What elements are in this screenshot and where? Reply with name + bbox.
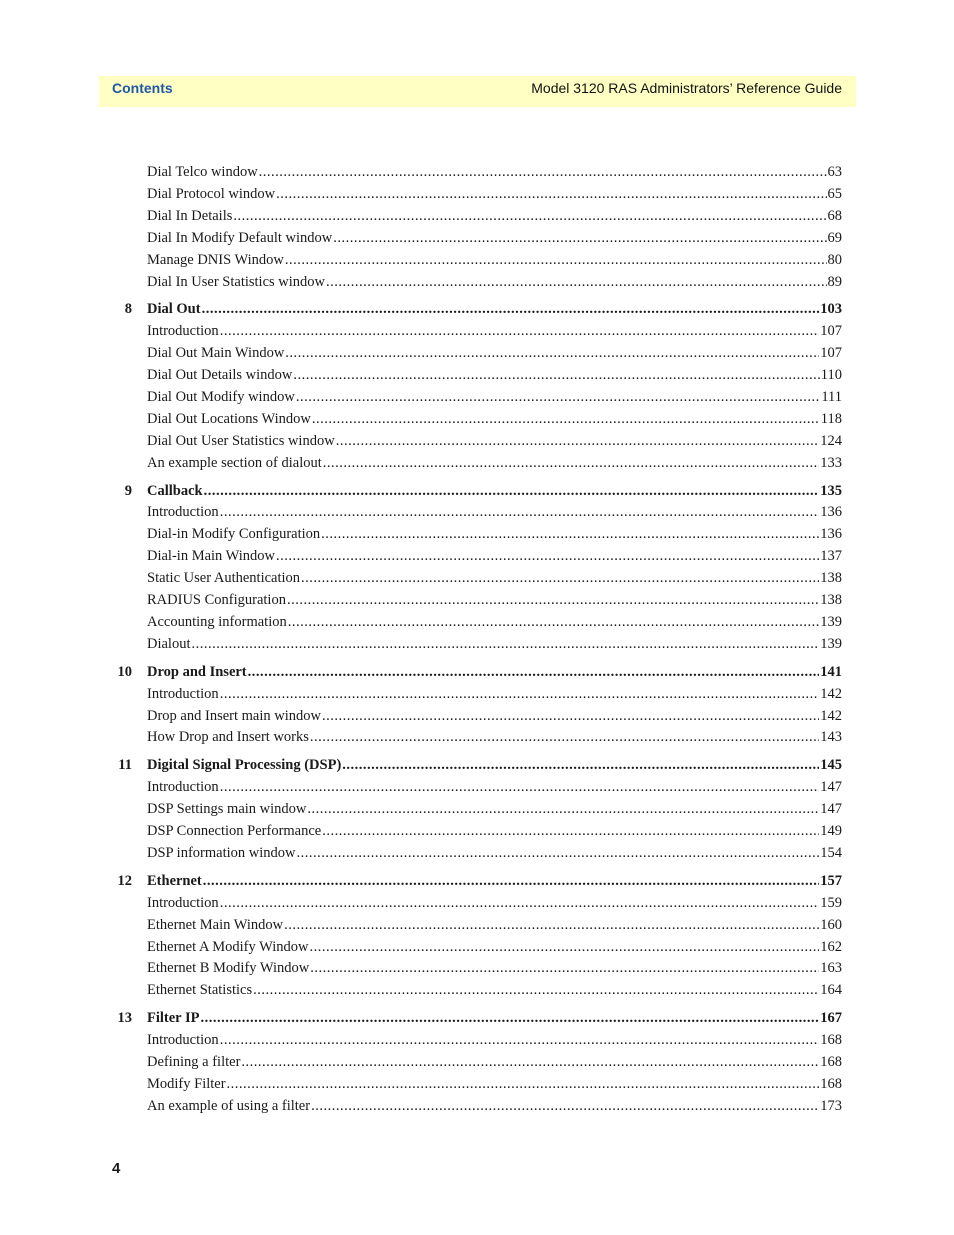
dot-leader — [227, 1075, 820, 1094]
dot-leader — [296, 388, 821, 407]
toc-entry-label: DSP information window — [147, 845, 296, 861]
page-number: 4 — [112, 1160, 121, 1177]
dot-leader — [220, 322, 820, 341]
dot-leader — [326, 273, 826, 292]
dot-leader — [311, 1097, 819, 1116]
toc-entry-label: Dial Protocol window — [147, 186, 276, 202]
dot-leader — [200, 1009, 819, 1028]
toc-entry-label: Callback — [147, 483, 203, 499]
toc-entry[interactable] — [147, 981, 842, 1000]
dot-leader — [192, 635, 820, 654]
dot-leader — [284, 916, 819, 935]
toc-entry-label: Introduction — [147, 1032, 219, 1048]
toc-entry-label: Modify Filter — [147, 1076, 226, 1092]
header-guide-title: Model 3120 RAS Administrators’ Reference Guide — [531, 80, 842, 96]
toc-entry[interactable] — [147, 388, 842, 407]
toc-entry-page: 143 — [820, 729, 842, 745]
toc-entry-page: 69 — [827, 230, 842, 246]
toc-entry[interactable] — [147, 547, 842, 566]
toc-entry-label: Dial In User Statistics window — [147, 274, 326, 290]
toc-entry-page: 162 — [820, 939, 842, 955]
dot-leader — [253, 981, 819, 1000]
toc-entry-label: Ethernet Main Window — [147, 917, 284, 933]
header-section-title: Contents — [112, 80, 173, 96]
toc-entry-label: Manage DNIS Window — [147, 252, 284, 268]
toc-entry[interactable] — [147, 800, 842, 819]
toc-entry-label: Dial Out Locations Window — [147, 411, 311, 427]
toc-entry[interactable] — [147, 410, 842, 429]
toc-entry-page: 124 — [820, 433, 842, 449]
dot-leader — [342, 756, 819, 775]
toc-entry-label: Dial Out Details window — [147, 367, 293, 383]
toc-entry-label: Dial-in Main Window — [147, 548, 276, 564]
toc-entry-label: Introduction — [147, 779, 219, 795]
toc-entry-page: 159 — [820, 895, 842, 911]
toc-entry-label: How Drop and Insert works — [147, 729, 309, 745]
toc-entry-page: 147 — [820, 779, 842, 795]
toc-entry[interactable] — [147, 728, 842, 747]
toc-chapter-entry[interactable] — [147, 1009, 842, 1028]
dot-leader — [285, 344, 819, 363]
toc-entry-label: DSP Connection Performance — [147, 823, 322, 839]
toc-entry-label: Dial In Details — [147, 208, 233, 224]
toc-entry-page: 149 — [820, 823, 842, 839]
toc-entry-page: 160 — [820, 917, 842, 933]
dot-leader — [276, 185, 826, 204]
dot-leader — [202, 300, 820, 319]
dot-leader — [333, 229, 826, 248]
toc-entry[interactable] — [147, 454, 842, 473]
toc-entry-page: 136 — [820, 504, 842, 520]
toc-entry[interactable] — [147, 1097, 842, 1116]
toc-entry-page: 89 — [827, 274, 842, 290]
toc-entry[interactable] — [147, 591, 842, 610]
toc-chapter-entry[interactable] — [147, 482, 842, 501]
toc-entry[interactable] — [147, 707, 842, 726]
dot-leader — [220, 778, 820, 797]
toc-entry-page: 111 — [821, 389, 842, 405]
toc-entry[interactable] — [147, 1031, 842, 1050]
toc-entry[interactable] — [147, 185, 842, 204]
toc-entry-page: 138 — [820, 570, 842, 586]
toc-entry-page: 107 — [820, 323, 842, 339]
chapter-number: 11 — [118, 757, 132, 773]
dot-leader — [220, 685, 820, 704]
toc-chapter-entry[interactable] — [147, 872, 842, 891]
toc-entry-label: Ethernet B Modify Window — [147, 960, 310, 976]
toc-entry[interactable] — [147, 685, 842, 704]
chapter-number: 8 — [124, 301, 132, 317]
toc-entry-label: Dial-in Modify Configuration — [147, 526, 321, 542]
toc-entry[interactable] — [147, 163, 842, 182]
toc-entry-page: 68 — [827, 208, 842, 224]
toc-chapter-entry[interactable] — [147, 756, 842, 775]
toc-entry-page: 168 — [820, 1076, 842, 1092]
toc-chapter-entry[interactable] — [147, 663, 842, 682]
toc-entry-page: 164 — [820, 982, 842, 998]
dot-leader — [288, 613, 820, 632]
toc-entry-label: Drop and Insert main window — [147, 708, 321, 724]
toc-entry-label: Dial Out Modify window — [147, 389, 295, 405]
toc-entry-page: 167 — [820, 1010, 842, 1026]
dot-leader — [259, 163, 827, 182]
toc-entry[interactable] — [147, 916, 842, 935]
toc-entry-label: Dial In Modify Default window — [147, 230, 333, 246]
toc-entry[interactable] — [147, 229, 842, 248]
dot-leader — [241, 1053, 819, 1072]
toc-entry-label: Accounting information — [147, 614, 287, 630]
toc-entry[interactable] — [147, 894, 842, 913]
toc-entry[interactable] — [147, 938, 842, 957]
toc-entry-page: 138 — [820, 592, 842, 608]
dot-leader — [323, 454, 819, 473]
toc-entry-label: Dial Out — [147, 301, 201, 317]
toc-entry-page: 154 — [820, 845, 842, 861]
dot-leader — [248, 663, 820, 682]
toc-entry-page: 168 — [820, 1054, 842, 1070]
toc-entry-label: Dial Out Main Window — [147, 345, 285, 361]
toc-entry-page: 145 — [820, 757, 842, 773]
toc-entry-page: 139 — [820, 636, 842, 652]
toc-entry[interactable] — [147, 525, 842, 544]
dot-leader — [312, 410, 820, 429]
dot-leader — [321, 525, 819, 544]
toc-entry-page: 142 — [820, 708, 842, 724]
dot-leader — [203, 872, 819, 891]
toc-entry[interactable] — [147, 1075, 842, 1094]
dot-leader — [307, 800, 819, 819]
toc-entry-page: 110 — [820, 367, 842, 383]
dot-leader — [310, 959, 819, 978]
chapter-number: 13 — [117, 1010, 132, 1026]
toc-entry[interactable] — [147, 959, 842, 978]
toc-entry-page: 168 — [820, 1032, 842, 1048]
dot-leader — [322, 707, 819, 726]
toc-entry-page: 118 — [820, 411, 842, 427]
toc-entry-label: Ethernet Statistics — [147, 982, 253, 998]
toc-entry-label: Introduction — [147, 895, 219, 911]
dot-leader — [322, 822, 819, 841]
toc-entry-label: Dial Out User Statistics window — [147, 433, 335, 449]
toc-entry-page: 136 — [820, 526, 842, 542]
dot-leader — [220, 503, 820, 522]
toc-entry-page: 137 — [820, 548, 842, 564]
dot-leader — [301, 569, 819, 588]
dot-leader — [297, 844, 820, 863]
toc-entry[interactable] — [147, 1053, 842, 1072]
toc-entry-page: 65 — [827, 186, 842, 202]
toc-entry-page: 157 — [820, 873, 842, 889]
toc-chapter-entry[interactable] — [147, 300, 842, 319]
dot-leader — [276, 547, 819, 566]
toc-entry[interactable] — [147, 844, 842, 863]
dot-leader — [204, 482, 820, 501]
toc-entry-label: An example of using a filter — [147, 1098, 311, 1114]
toc-entry[interactable] — [147, 569, 842, 588]
toc-entry-label: Introduction — [147, 686, 219, 702]
toc-entry-label: Filter IP — [147, 1010, 200, 1026]
toc-entry[interactable] — [147, 822, 842, 841]
toc-entry-label: Ethernet A Modify Window — [147, 939, 309, 955]
toc-entry-label: An example section of dialout — [147, 455, 322, 471]
toc-entry-label: Introduction — [147, 504, 219, 520]
toc-entry-page: 63 — [827, 164, 842, 180]
dot-leader — [285, 251, 827, 270]
toc-entry-page: 141 — [820, 664, 842, 680]
toc-entry-label: Defining a filter — [147, 1054, 241, 1070]
toc-entry-page: 147 — [820, 801, 842, 817]
toc-entry[interactable] — [147, 635, 842, 654]
toc-entry-page: 135 — [820, 483, 842, 499]
dot-leader — [336, 432, 820, 451]
toc-entry[interactable] — [147, 322, 842, 341]
toc-entry[interactable] — [147, 273, 842, 292]
chapter-number: 12 — [117, 873, 132, 889]
dot-leader — [287, 591, 819, 610]
toc-entry-label: Drop and Insert — [147, 664, 247, 680]
toc-entry[interactable] — [147, 251, 842, 270]
toc-entry-label: Dial Telco window — [147, 164, 258, 180]
toc-entry[interactable] — [147, 778, 842, 797]
toc-entry-page: 163 — [820, 960, 842, 976]
toc-entry-label: Digital Signal Processing (DSP) — [147, 757, 342, 773]
running-header — [99, 76, 856, 107]
toc-entry-page: 80 — [827, 252, 842, 268]
toc-entry[interactable] — [147, 613, 842, 632]
dot-leader — [309, 938, 819, 957]
toc-entry-page: 107 — [820, 345, 842, 361]
chapter-number: 9 — [124, 483, 132, 499]
toc-entry-page: 142 — [820, 686, 842, 702]
toc-entry-label: Ethernet — [147, 873, 202, 889]
dot-leader — [220, 894, 820, 913]
toc-entry-page: 103 — [820, 301, 842, 317]
toc-entry-label: Introduction — [147, 323, 219, 339]
dot-leader — [310, 728, 819, 747]
toc-entry[interactable] — [147, 503, 842, 522]
toc-entry-label: RADIUS Configuration — [147, 592, 286, 608]
toc-entry-label: Dialout — [147, 636, 191, 652]
dot-leader — [233, 207, 826, 226]
toc-entry-page: 173 — [820, 1098, 842, 1114]
toc-entry[interactable] — [147, 207, 842, 226]
toc-entry-label: DSP Settings main window — [147, 801, 307, 817]
chapter-number: 10 — [117, 664, 132, 680]
dot-leader — [293, 366, 819, 385]
dot-leader — [220, 1031, 820, 1050]
toc-entry-label: Static User Authentication — [147, 570, 301, 586]
toc-entry-page: 139 — [820, 614, 842, 630]
toc-entry[interactable] — [147, 344, 842, 363]
toc-entry[interactable] — [147, 432, 842, 451]
toc-entry-page: 133 — [820, 455, 842, 471]
toc-entry[interactable] — [147, 366, 842, 385]
